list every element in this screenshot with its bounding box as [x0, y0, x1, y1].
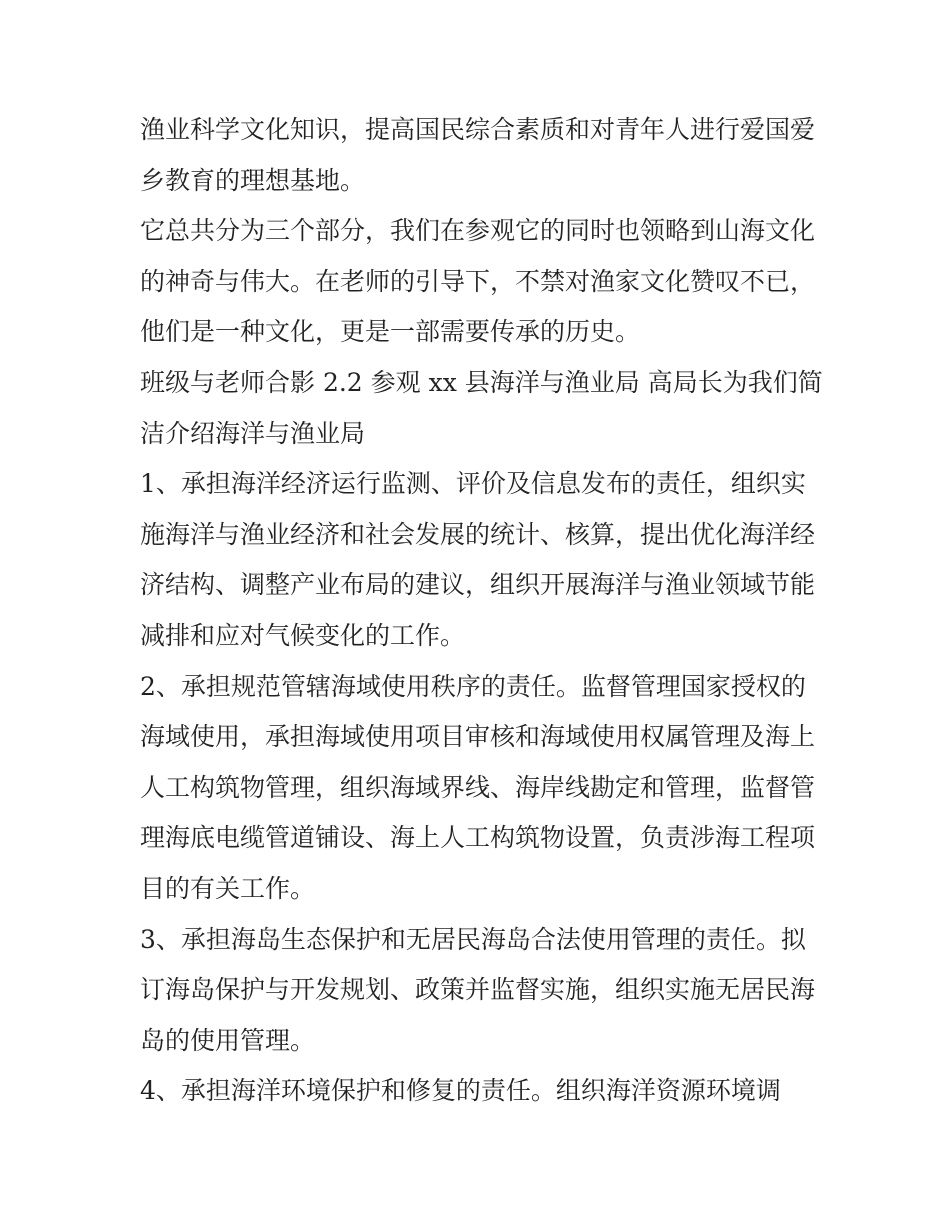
- paragraph-item-3: [140, 915, 820, 1067]
- text-line: 班级与老师合影 2.2 参观 xx 县海洋与渔业局 高局长为我们简: [140, 367, 823, 397]
- text-line: 订海岛保护与开发规划、政策并监督实施，组织实施无居民海: [140, 975, 816, 1005]
- paragraph-visit-bureau: [140, 358, 823, 459]
- paragraph-item-1: [140, 459, 820, 661]
- text-line: 施海洋与渔业经济和社会发展的统计、核算，提出优化海洋经: [140, 519, 816, 549]
- text-line: 4、承担海洋环境保护和修复的责任。组织海洋资源环境调: [140, 1076, 781, 1106]
- text-line: 他们是一种文化，更是一部需要传承的历史。: [140, 317, 641, 347]
- paragraph-item-4: [140, 1066, 820, 1117]
- text-line: 洁介绍海洋与渔业局: [140, 418, 366, 448]
- text-line: 2、承担规范管辖海域使用秩序的责任。监督管理国家授权的: [140, 671, 806, 701]
- text-line: 人工构筑物管理，组织海域界线、海岸线勘定和管理，监督管: [140, 772, 816, 802]
- text-line: 岛的使用管理。: [140, 1025, 316, 1055]
- body-text: [140, 105, 823, 1117]
- text-line: 目的有关工作。: [140, 873, 316, 903]
- text-line: 3、承担海岛生态保护和无居民海岛合法使用管理的责任。拟: [140, 924, 806, 954]
- text-line: 渔业科学文化知识，提高国民综合素质和对青年人进行爱国爱: [140, 115, 816, 144]
- text-line: 减排和应对气候变化的工作。: [140, 620, 466, 650]
- text-line: 乡教育的理想基地。: [140, 165, 366, 195]
- text-line: 的神奇与伟大。在老师的引导下，不禁对渔家文化赞叹不已，: [140, 266, 816, 296]
- text-line: 它总共分为三个部分，我们在参观它的同时也领略到山海文化: [140, 216, 816, 246]
- paragraph-exhibition: [140, 206, 820, 358]
- paragraph-intro-continuation: [140, 105, 820, 206]
- text-line: 理海底电缆管道铺设、海上人工构筑物设置，负责涉海工程项: [140, 823, 816, 853]
- text-line: 济结构、调整产业布局的建议，组织开展海洋与渔业领域节能: [140, 570, 816, 600]
- text-line: 1、承担海洋经济运行监测、评价及信息发布的责任，组织实: [140, 469, 806, 499]
- paragraph-item-2: [140, 662, 820, 915]
- text-line: 海域使用，承担海域使用项目审核和海域使用权属管理及海上: [140, 722, 816, 752]
